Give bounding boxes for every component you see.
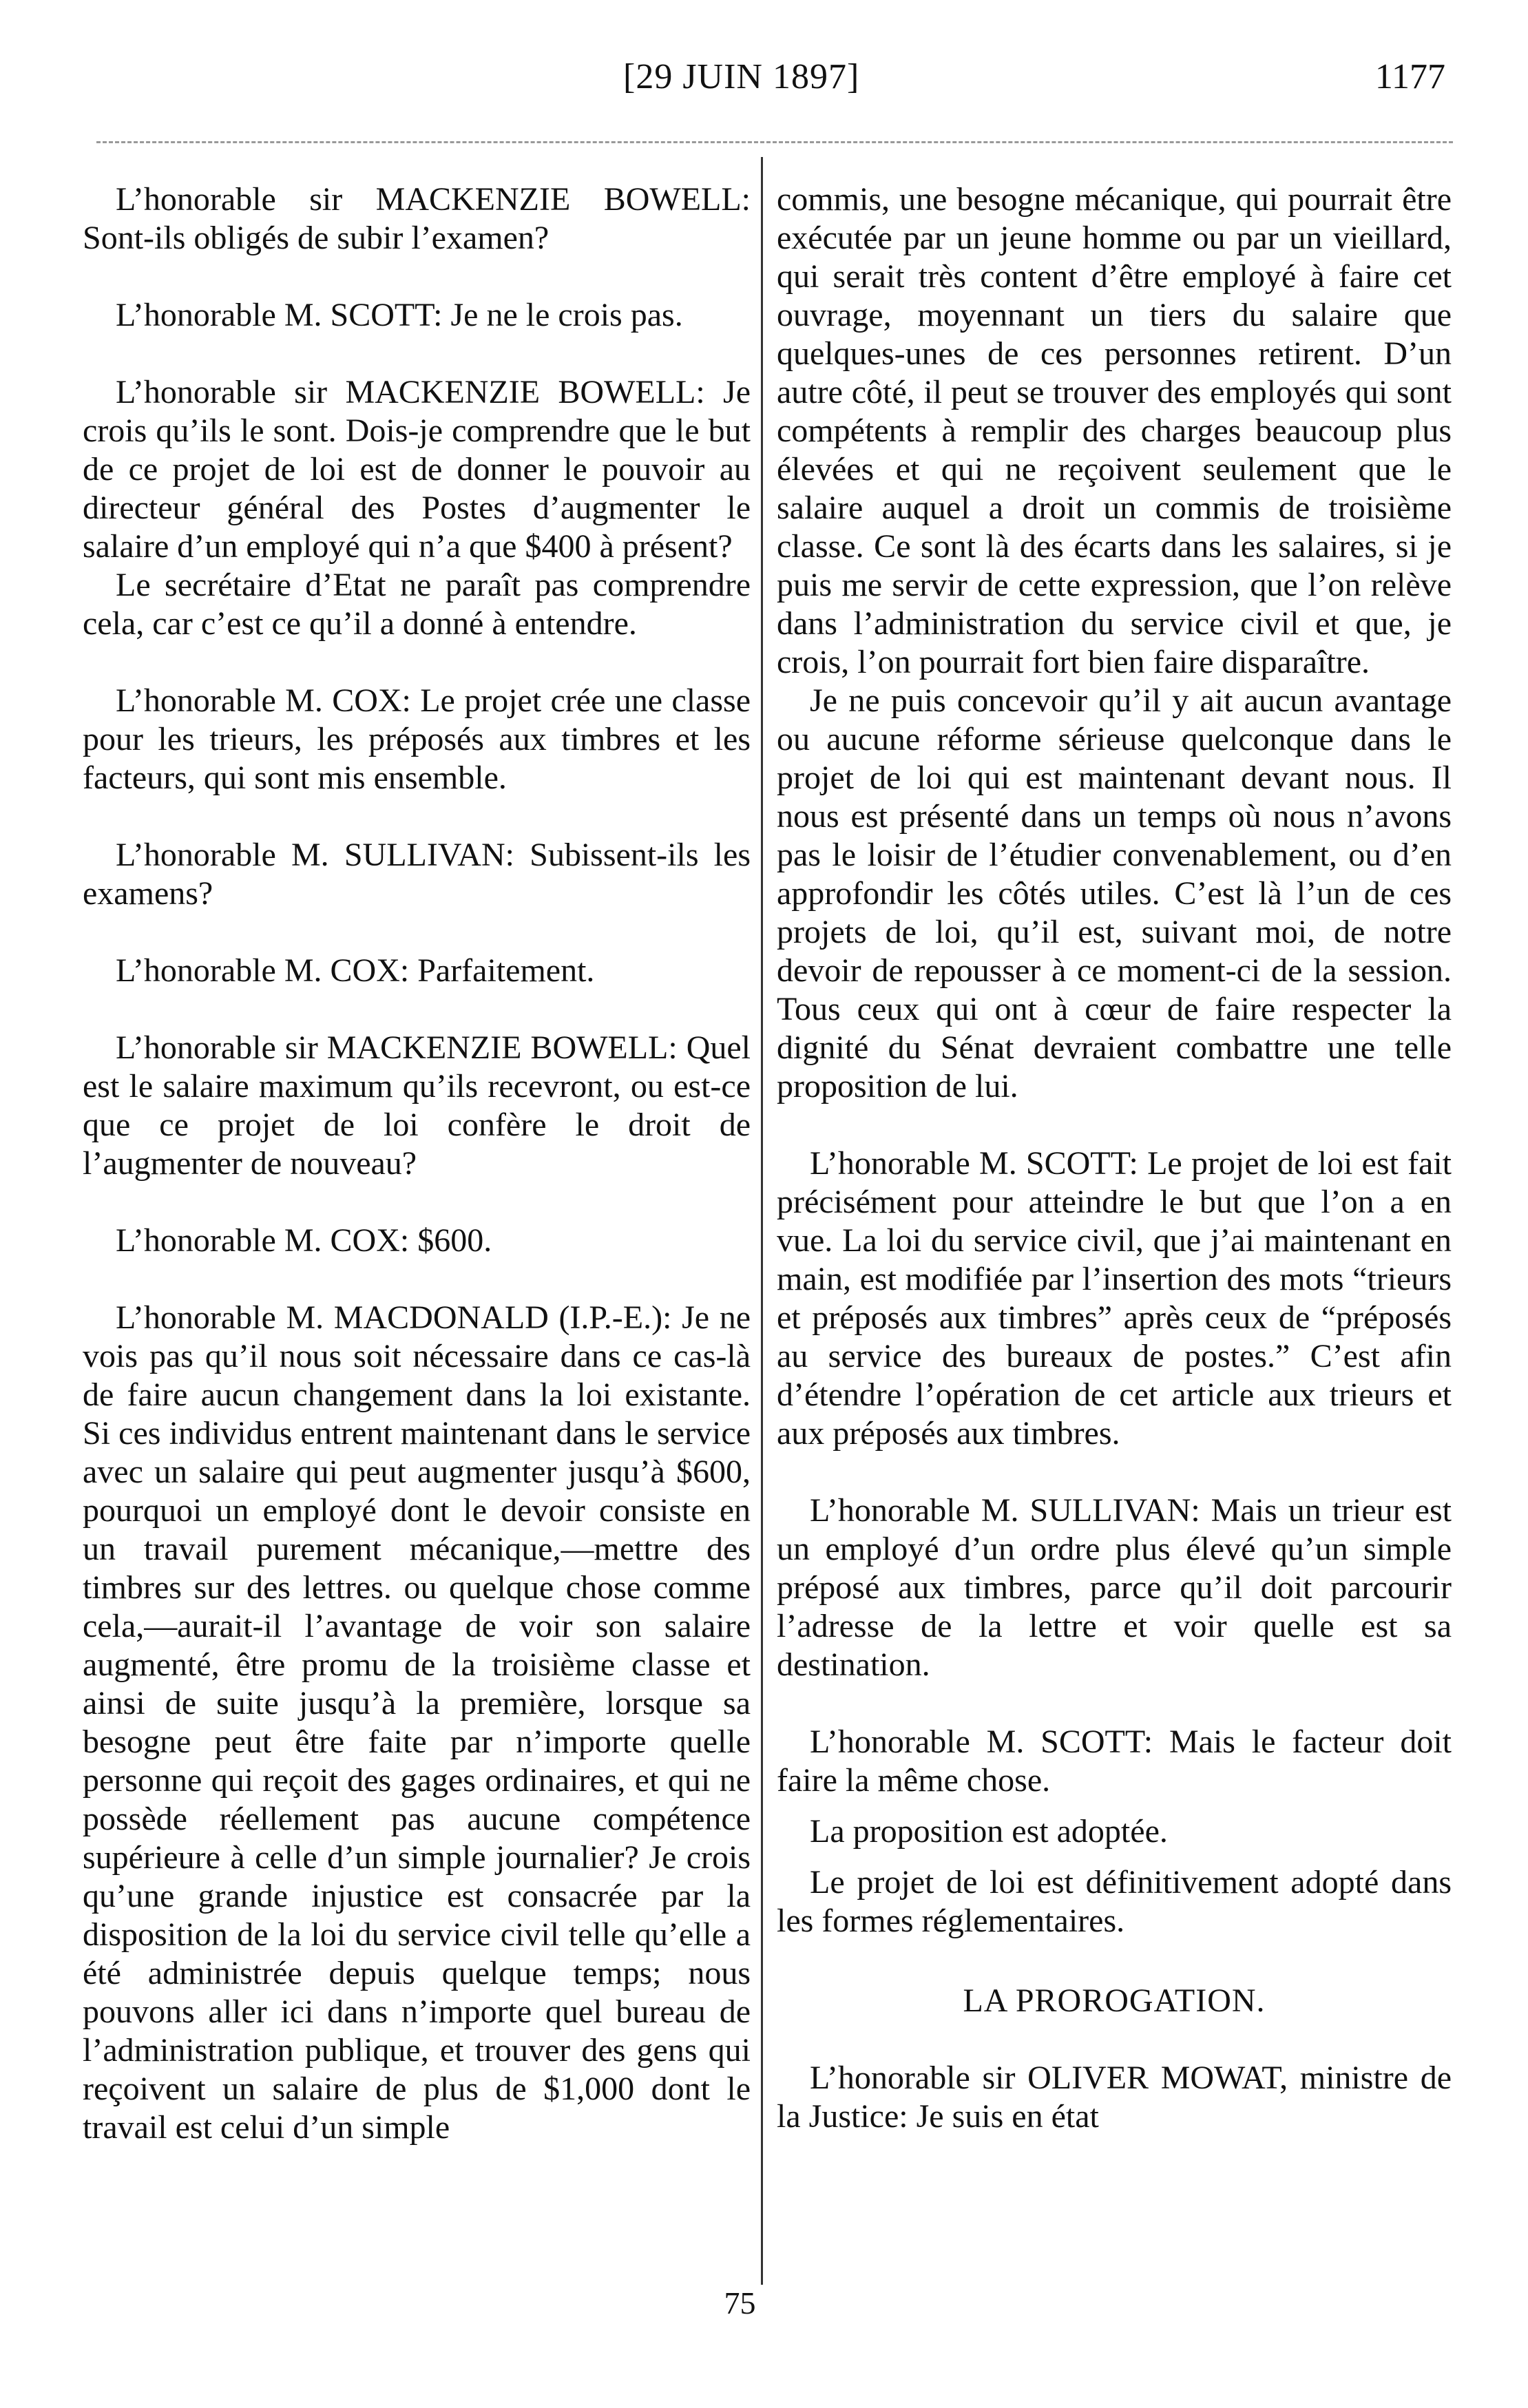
paragraph: L’honorable M. SCOTT: Mais le facteur doit faire la même chose. — [777, 1724, 1452, 1799]
paragraph: L’honorable sir OLIVER MOWAT, ministre de la Justice: Je suis en état — [777, 2060, 1452, 2135]
paragraph: L’honorable M. COX: Parfaitement. — [116, 952, 595, 989]
paragraph: Le secrétaire d’Etat ne paraît pas comprendre cela, car c’est ce qu’il a donné à entendre. — [83, 567, 751, 642]
right-column — [777, 180, 1452, 2136]
paragraph: commis, une besogne mécanique, qui pourrait être exécutée par un jeune homme ou par un vieillard, qui serait très content d’être employé à faire cet ouvrage, moyennant un tiers du salaire que quelques-unes de ces personnes retirent. D’un autre côté, il peut se trouver des employés qui sont compétents à remplir des charges beaucoup plus élevées et qui ne reçoivent seulement que le salaire auquel a droit un commis de troisième classe. Ce sont là des écarts dans les salaires, si je puis me servir de cette expression, que l’on relève dans l’administration du service civil et que, je crois, l’on pourrait fort bien faire disparaître. — [777, 181, 1452, 680]
paragraph: Le projet de loi est définitivement adopté dans les formes réglementaires. — [777, 1864, 1452, 1939]
section-heading: LA PROROGATION. — [963, 1982, 1266, 2019]
paragraph: L’honorable M. COX: $600. — [116, 1222, 492, 1259]
session-date: [29 JUIN 1897] — [623, 57, 860, 96]
paragraph: Je ne puis concevoir qu’il y ait aucun avantage ou aucune réforme sérieuse quelconque dans le projet de loi qui est maintenant devant nous. Il nous est présenté dans un temps où nous n’avons pas le loisir de l’étudier convenablement, ou d’en approfondir les côtés utiles. C’est là l’un de ces projets de loi, qu’il est, suivant moi, de notre devoir de repousser à ce moment-ci de la session. Tous ceux qui ont à cœur de faire respecter la dignité du Sénat devraient combattre une telle proposition de lui. — [777, 682, 1452, 1104]
paragraph: L’honorable M. SULLIVAN: Subissent-ils les examens? — [83, 837, 751, 912]
paragraph: L’honorable M. SULLIVAN: Mais un trieur est un employé d’un ordre plus élevé qu’un simple préposé aux timbres, parce qu’il doit parcourir l’adresse de la lettre et voir quelle est sa destination. — [777, 1492, 1452, 1683]
header-rule — [96, 141, 1453, 143]
paragraph: L’honorable M. SCOTT: Je ne le crois pas. — [116, 297, 683, 333]
paragraph: L’honorable sir MACKENZIE BOWELL: Quel est le salaire maximum qu’ils recevront, ou est-ce que ce projet de loi confère le droit de l’augmenter de nouveau? — [83, 1029, 751, 1182]
paragraph: L’honorable M. COX: Le projet crée une classe pour les trieurs, les préposés aux timbres et les facteurs, qui sont mis ensemble. — [83, 682, 751, 796]
paragraph: L’honorable sir MACKENZIE BOWELL: Sont-ils obligés de subir l’examen? — [83, 181, 751, 256]
paragraph: L’honorable M. SCOTT: Le projet de loi est fait précisément pour atteindre le but que l’on a en vue. La loi du service civil, que j’ai maintenant en main, est modifiée par l’insertion des mots “trieurs et préposés aux timbres” après ceux de “préposés au service des bureaux de postes.” C’est afin d’étendre l’opération de cet article aux trieurs et aux préposés aux timbres. — [777, 1145, 1452, 1452]
paragraph: L’honorable M. MACDONALD (I.P.-E.): Je ne vois pas qu’il nous soit nécessaire dans ce cas-là de faire aucun changement dans la loi existante. Si ces individus entrent maintenant dans le service avec un salaire qui peut augmenter jusqu’à $600, pourquoi un employé dont le devoir consiste en un travail purement mécanique,—mettre des timbres sur des lettres. ou quelque chose comme cela,—aurait-il l’avantage de voir son salaire augmenté, être promu de la troisième classe et ainsi de suite jusqu’à la première, lorsque sa besogne peut être faite par n’importe quelle personne qui reçoit des gages ordinaires, et qui ne possède réellement pas aucune compétence supérieure à celle d’un simple journalier? Je crois qu’une grande injustice est consacrée par la disposition de la loi du service civil telle qu’elle a été administrée depuis quelque temps; nous pouvons aller ici dans n’importe quel bureau de l’administration publique, et trouver des gens qui reçoivent un salaire de plus de $1,000 dont le travail est celui d’un simple — [83, 1299, 751, 2146]
column-divider — [761, 157, 763, 2285]
page-number: 1177 — [1374, 57, 1445, 96]
paragraph: L’honorable sir MACKENZIE BOWELL: Je crois qu’ils le sont. Dois-je comprendre que le but de ce projet de loi est de donner le pouvoir au directeur général des Postes d’augmenter le salaire d’un employé qui n’a que $400 à présent? — [83, 374, 751, 565]
left-column — [83, 180, 751, 2147]
paragraph: La proposition est adoptée. — [810, 1813, 1168, 1850]
page-footer — [0, 2285, 1528, 2321]
signature-mark: 75 — [724, 2285, 756, 2321]
page-header — [0, 56, 1528, 112]
